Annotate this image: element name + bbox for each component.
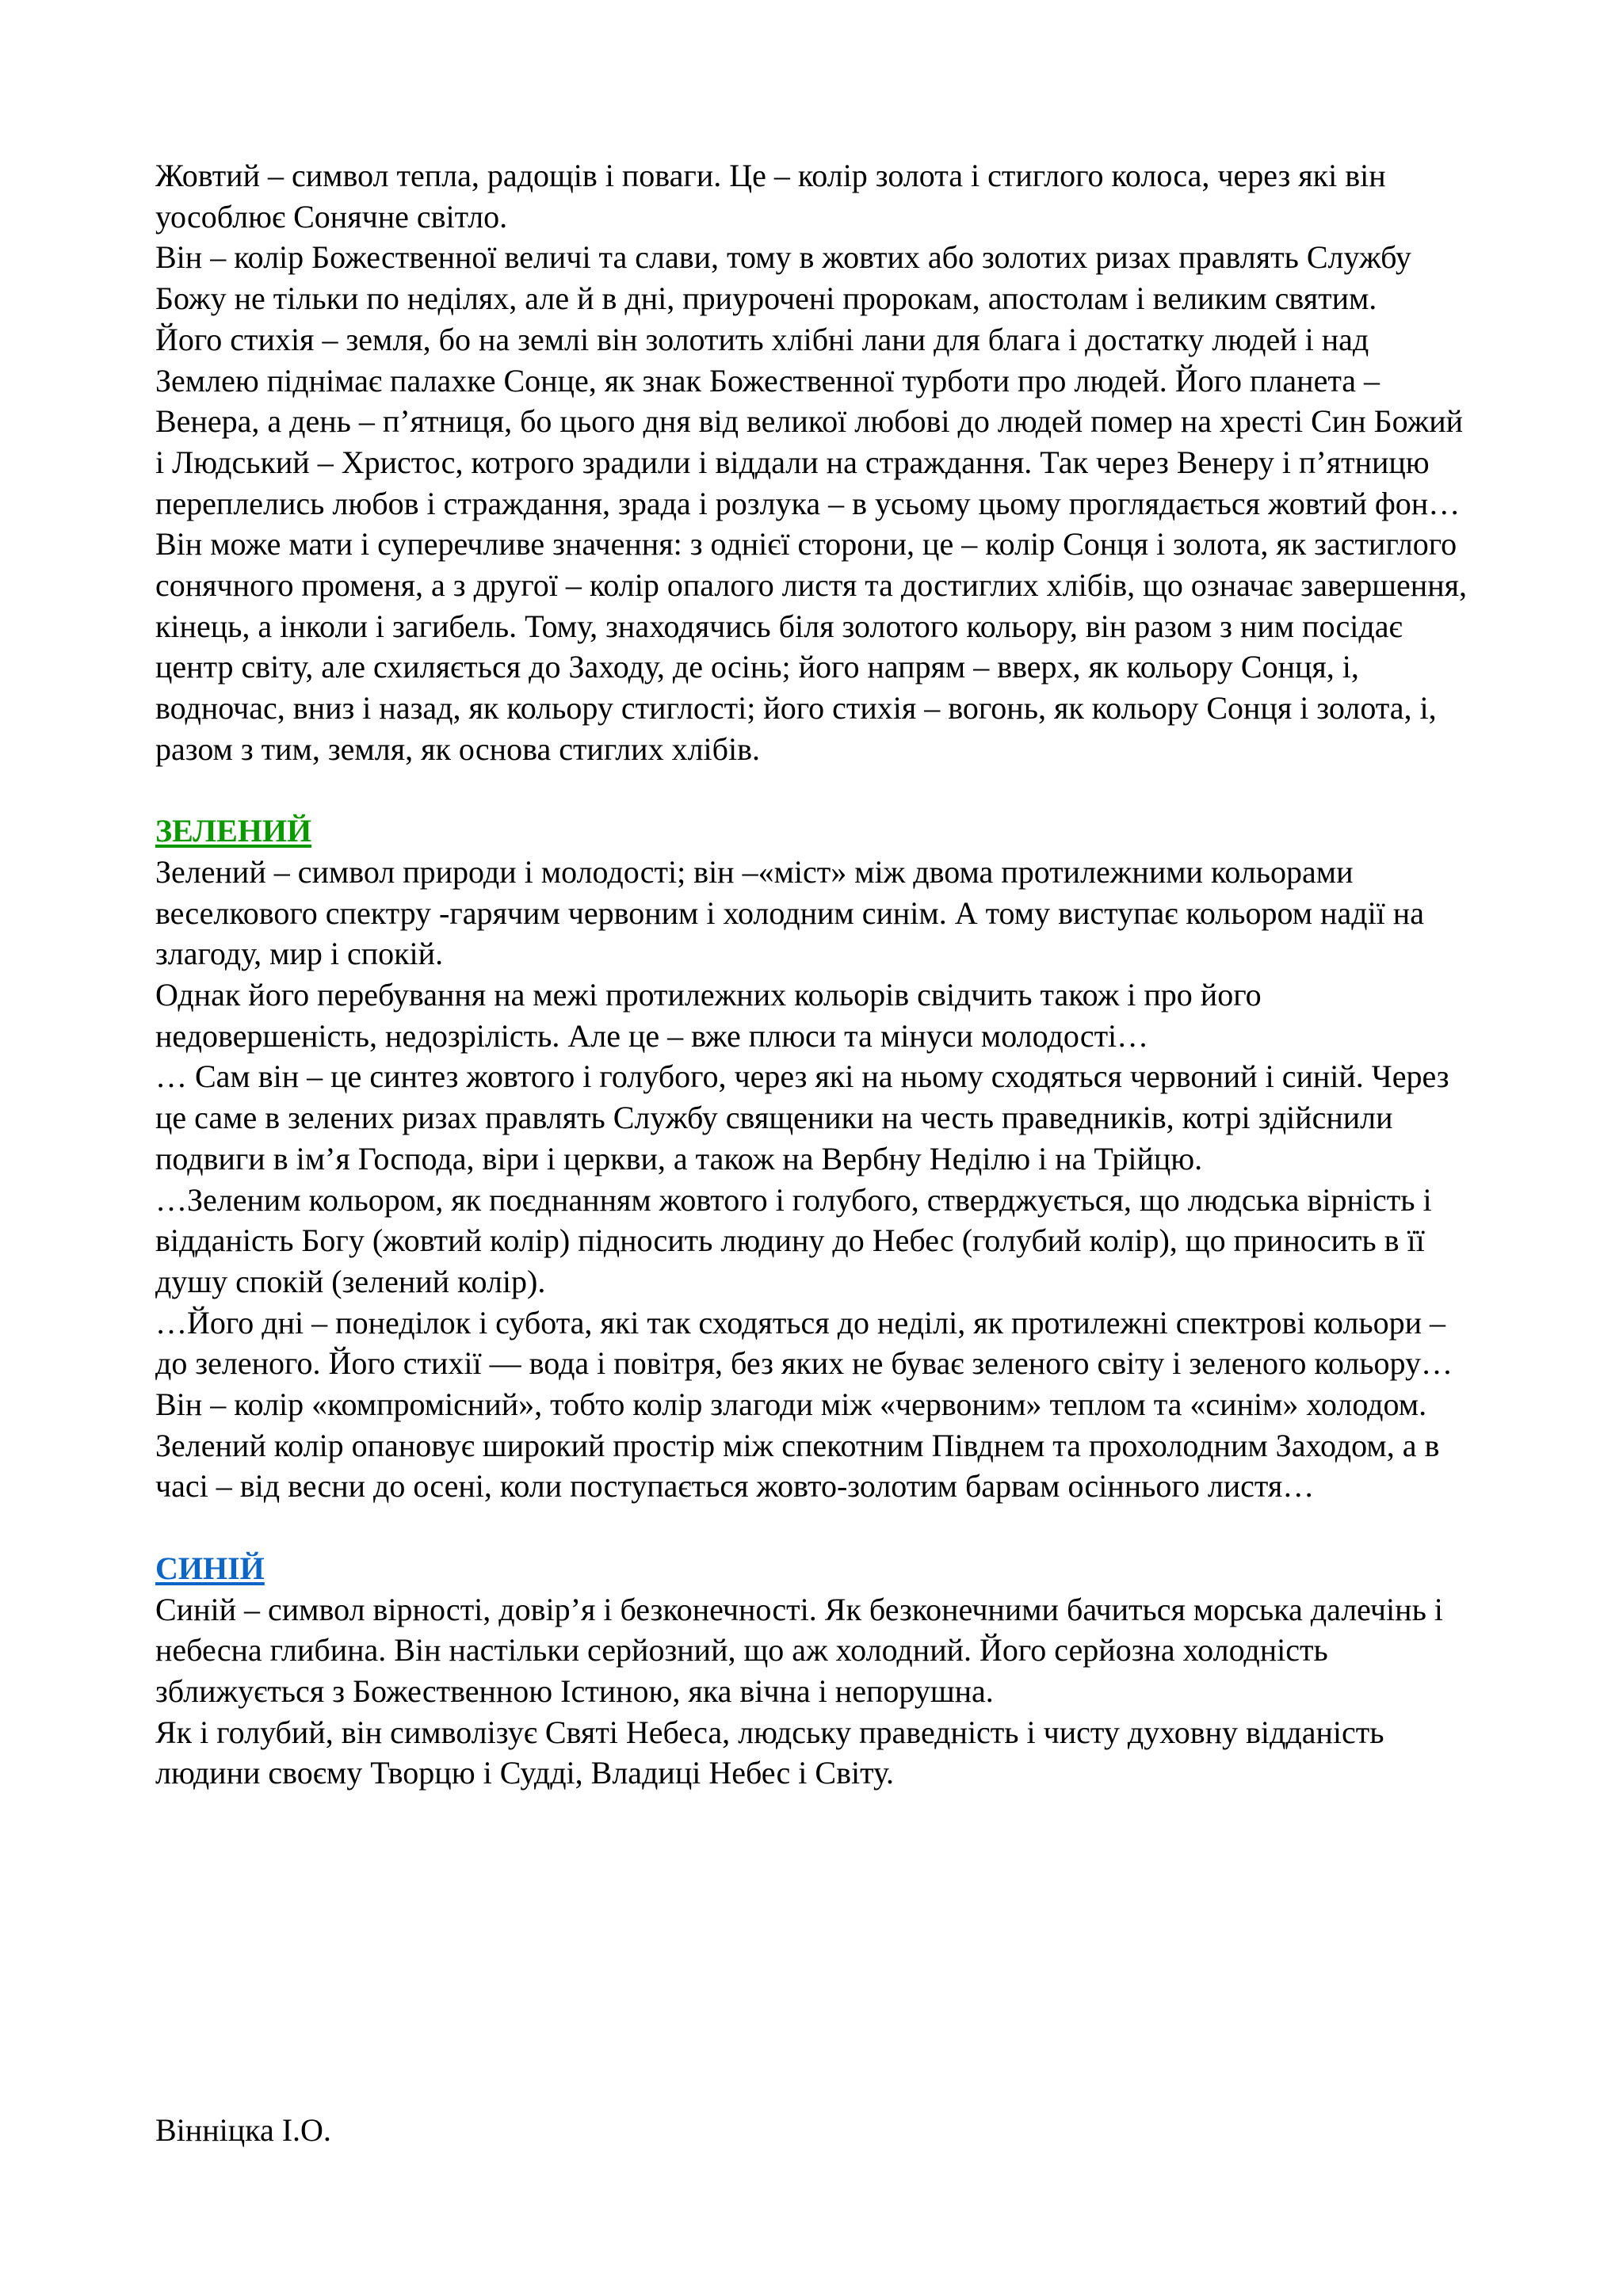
paragraph: Він – колір «компромісний», тобто колір злагоди між «червоним» теплом та «синім» холодом. Зелений колір опановує широкий простір між спекотним Півднем та прохолодним Заходом, а в часі – від весни до осені, коли поступається жовто-золотим барвам осіннього листя… [155, 1386, 1440, 1505]
paragraph: Зелений – символ природи і молодості; він –«міст» між двома протилежними кольорами веселкового спектру -гарячим червоним і холодним синім. А тому виступає кольором надії на злагоду, мир і спокій. [155, 853, 1424, 972]
document-body [155, 155, 1474, 1794]
blue-heading: СИНІЙ [155, 1550, 265, 1586]
paragraph: …Його дні – понеділок і субота, які так сходяться до неділі, як протилежні спектрові кольори – до зеленого. Його стихії — вода і повітря, без яких не буває зеленого світу і зеленого кольору… [155, 1304, 1453, 1382]
green-section [155, 810, 1474, 1507]
paragraph: Однак його перебування на межі протилежних кольорів свідчить також і про його недовершеність, недозрілість. Але це – вже плюси та мінуси молодості… [155, 977, 1262, 1054]
paragraph: Він може мати і суперечливе значення: з однієї сторони, це – колір Сонця і золота, як застиглого сонячного променя, а з другої – колір опалого листя та достиглих хлібів, що означає завершення, кінець, а інколи і загибель. Тому, знаходячись біля золотого кольору, він разом з ним посідає центр світу, але схиляється до Заходу, де осінь; його напрям – вверх, як кольору Сонця, і, водночас, вниз і назад, як кольору стиглості; його стихія – вогонь, як кольору Сонця і золота, і, разом з тим, земля, як основа стиглих хлібів. [155, 526, 1468, 767]
blue-section [155, 1548, 1474, 1794]
paragraph: …Зеленим кольором, як поєднанням жовтого і голубого, стверджується, що людська вірність і відданість Богу (жовтий колір) підносить людину до Небес (голубий колір), що приносить в її душу спокій (зелений колір). [155, 1181, 1432, 1299]
blank-line [155, 1507, 1474, 1548]
paragraph: Він – колір Божественної величі та слави, тому в жовтих або золотих ризах правлять Службу Божу не тільки по неділях, але й в дні, приурочені пророкам, апостолам і великим святим. [155, 239, 1411, 317]
paragraph: Синій – символ вірності, довір’я і безконечності. Як безконечними бачиться морська далечінь і небесна глибина. Він настільки серйозний, що аж холодний. Його серйозна холодність зближується з Божественною Істиною, яка вічна і непорушна. [155, 1591, 1443, 1709]
paragraph: … Сам він – це синтез жовтого і голубого, через які на ньому сходяться червоний і синій. Через це саме в зелених ризах правлять Службу священики на честь праведників, котрі здійснили подвиги в ім’я Господа, віри і церкви, а також на Вербну Неділю і на Трійцю. [155, 1058, 1449, 1177]
paragraph: Жовтий – символ тепла, радощів і поваги. Це – колір золота і стиглого колоса, через які він уособлює Сонячне світло. [155, 158, 1386, 235]
yellow-section [155, 155, 1474, 770]
green-heading: ЗЕЛЕНИЙ [155, 813, 312, 849]
paragraph: Його стихія – земля, бо на землі він золотить хлібні лани для блага і достатку людей і над Землею піднімає палахке Сонце, як знак Божественної турботи про людей. Його планета – Венера, а день – п’ятниця, бо цього дня від великої любові до людей помер на хресті Син Божий і Людський – Христос, котрого зрадили і віддали на страждання. Так через Венеру і п’ятницю переплелись любов і страждання, зрада і розлука – в усьому цьому проглядається жовтий фон… [155, 321, 1464, 521]
author-signature: Вінніцка І.О. [155, 2112, 331, 2148]
blank-line [155, 770, 1474, 811]
paragraph: Як і голубий, він символізує Святі Небеса, людську праведність і чисту духовну відданість людини своєму Творцю і Судді, Владиці Небес і Світу. [155, 1714, 1384, 1791]
